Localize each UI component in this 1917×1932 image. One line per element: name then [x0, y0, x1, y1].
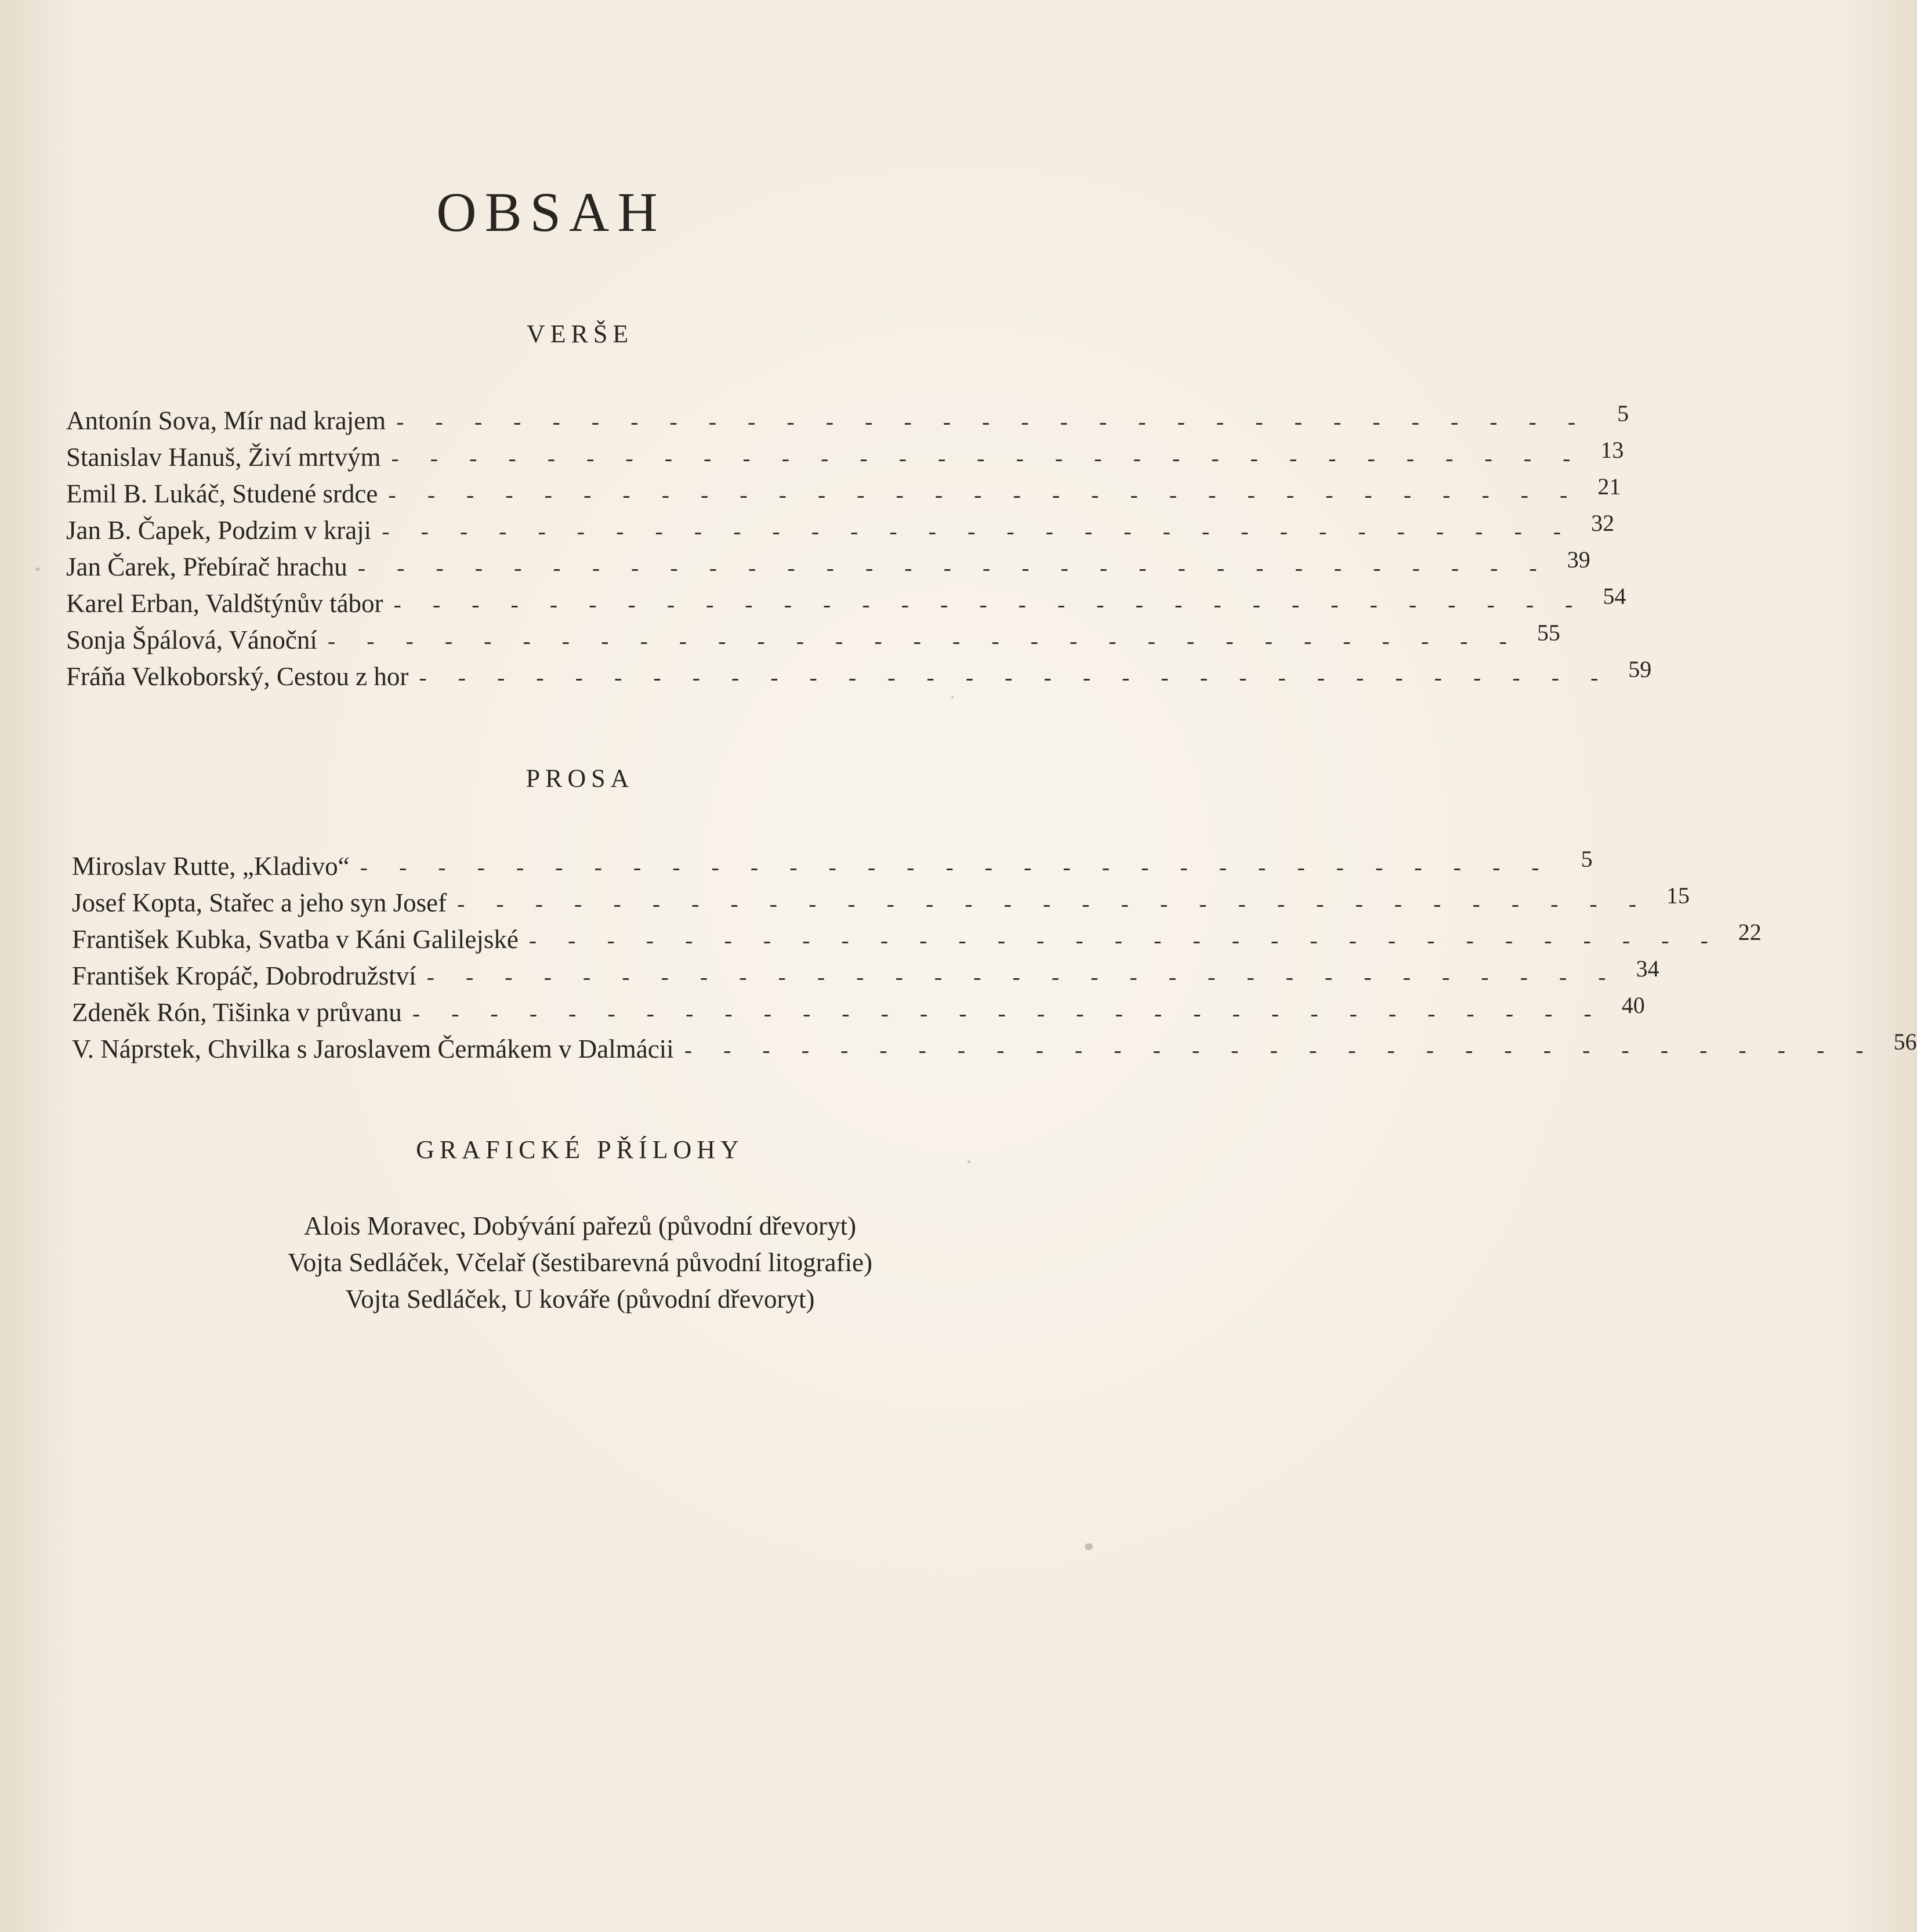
- toc-entry[interactable]: [66, 620, 1560, 659]
- toc-entry[interactable]: [66, 656, 1652, 695]
- toc-entry-title: Jan B. Čapek, Podzim v kraji: [66, 516, 372, 545]
- toc-entry-page: 5: [1581, 846, 1593, 872]
- dot-leader: - - - - - - - - - - - - - - - - - - - - - - - - - - - - - - -: [457, 891, 1650, 917]
- toc-entry-title: Stanislav Hanuš, Živí mrtvým: [66, 443, 381, 472]
- toc-entry[interactable]: [72, 846, 1593, 885]
- toc-entry[interactable]: [66, 547, 1590, 585]
- dot-leader: - - - - - - - - - - - - - - - - - - - - - - - - - - - - - - -: [382, 518, 1574, 544]
- toc-entry[interactable]: [66, 437, 1624, 476]
- toc-entry-title: František Kropáč, Dobrodružství: [72, 961, 416, 990]
- toc-entry-page: 32: [1591, 510, 1615, 536]
- dot-leader: - - - - - - - - - - - - - - - - - - - - - - - - - - - - - - -: [426, 964, 1619, 990]
- toc-entry-page: 34: [1636, 956, 1659, 982]
- toc-entry-page: 54: [1603, 583, 1626, 609]
- dot-leader: - - - - - - - - - - - - - - - - - - - - - - - - - - - - - - -: [684, 1037, 1876, 1063]
- dot-leader: - - - - - - - - - - - - - - - - - - - - - - - - - - - - - - -: [412, 1000, 1604, 1026]
- toc-entry-title: V. Náprstek, Chvilka s Jaroslavem Čermákem v Dalmácii: [72, 1034, 674, 1063]
- toc-entry[interactable]: [66, 510, 1615, 549]
- toc-entry-page: 39: [1567, 547, 1590, 573]
- dot-leader: - - - - - - - - - - - - - - - - - - - - - - - - - - - - - - -: [396, 408, 1589, 435]
- paper-speck: [951, 696, 954, 699]
- toc-entry-page: 56: [1893, 1029, 1917, 1055]
- toc-entry[interactable]: [72, 992, 1645, 1031]
- toc-entry-title: Jan Čarek, Přebírač hrachu: [66, 552, 347, 581]
- plate-item[interactable]: Vojta Sedláček, Včelař (šestibarevná původní litografie): [288, 1248, 872, 1277]
- paper-speck: [36, 567, 39, 571]
- dot-leader: - - - - - - - - - - - - - - - - - - - - - - - - - - - - - - -: [327, 628, 1520, 654]
- toc-entry-page: 55: [1537, 620, 1560, 646]
- plate-item[interactable]: Alois Moravec, Dobývání pařezů (původní dřevoryt): [303, 1211, 857, 1240]
- plates-list: [0, 1208, 1160, 1318]
- dot-leader: - - - - - - - - - - - - - - - - - - - - - - - - - - - - - - -: [391, 445, 1583, 471]
- dot-leader: - - - - - - - - - - - - - - - - - - - - - - - - - - - - - - -: [393, 591, 1586, 617]
- section-heading-plates: GRAFICKÉ PŘÍLOHY: [416, 1135, 744, 1164]
- section-heading-verse: VERŠE: [526, 320, 634, 348]
- toc-entry-title: Zdeněk Rón, Tišinka v průvanu: [72, 998, 402, 1027]
- page-title: OBSAH: [436, 181, 666, 243]
- toc-entry-title: Josef Kopta, Stařec a jeho syn Josef: [72, 888, 447, 917]
- toc-entry-title: Sonja Špálová, Vánoční: [66, 625, 317, 654]
- toc-entry-title: František Kubka, Svatba v Káni Galilejské: [72, 925, 519, 954]
- dot-leader: - - - - - - - - - - - - - - - - - - - - - - - - - - - - - - -: [357, 555, 1550, 581]
- toc-entry-page: 13: [1600, 437, 1624, 463]
- toc-entry-page: 15: [1666, 882, 1690, 909]
- toc-entry-page: 40: [1621, 992, 1645, 1018]
- toc-entry-page: 5: [1617, 400, 1629, 426]
- toc-entry-page: 22: [1738, 919, 1762, 945]
- dot-leader: - - - - - - - - - - - - - - - - - - - - - - - - - - - - - - -: [528, 927, 1721, 953]
- dot-leader: - - - - - - - - - - - - - - - - - - - - - - - - - - - - - - -: [388, 482, 1581, 508]
- toc-entry-title: Emil B. Lukáč, Studené srdce: [66, 479, 378, 508]
- toc-entry[interactable]: [72, 882, 1690, 921]
- plate-item[interactable]: Vojta Sedláček, U kováře (původní dřevoryt): [345, 1285, 815, 1314]
- toc-entry[interactable]: [72, 1029, 1917, 1068]
- dot-leader: - - - - - - - - - - - - - - - - - - - - - - - - - - - - - - -: [419, 664, 1611, 690]
- paper-speck: [1085, 1543, 1093, 1550]
- paper-speck: [967, 1160, 970, 1163]
- toc-entry-title: Miroslav Rutte, „Kladivo“: [72, 852, 350, 881]
- toc-list-prose: [72, 846, 1917, 1068]
- toc-entry-title: Karel Erban, Valdštýnův tábor: [66, 589, 383, 618]
- toc-entry-title: Fráňa Velkoborský, Cestou z hor: [66, 662, 409, 691]
- dot-leader: - - - - - - - - - - - - - - - - - - - - - - - - - - - - - - -: [360, 854, 1552, 880]
- section-heading-prose: PROSA: [526, 764, 635, 793]
- toc-entry[interactable]: [72, 919, 1762, 958]
- toc-entry-title: Antonín Sova, Mír nad krajem: [66, 406, 386, 435]
- toc-entry-page: 21: [1597, 473, 1621, 500]
- toc-entry[interactable]: [72, 956, 1659, 994]
- toc-list-verse: [66, 400, 1652, 695]
- toc-entry[interactable]: [66, 400, 1629, 439]
- toc-entry[interactable]: [66, 583, 1626, 622]
- toc-entry[interactable]: [66, 473, 1621, 512]
- toc-entry-page: 59: [1628, 656, 1652, 682]
